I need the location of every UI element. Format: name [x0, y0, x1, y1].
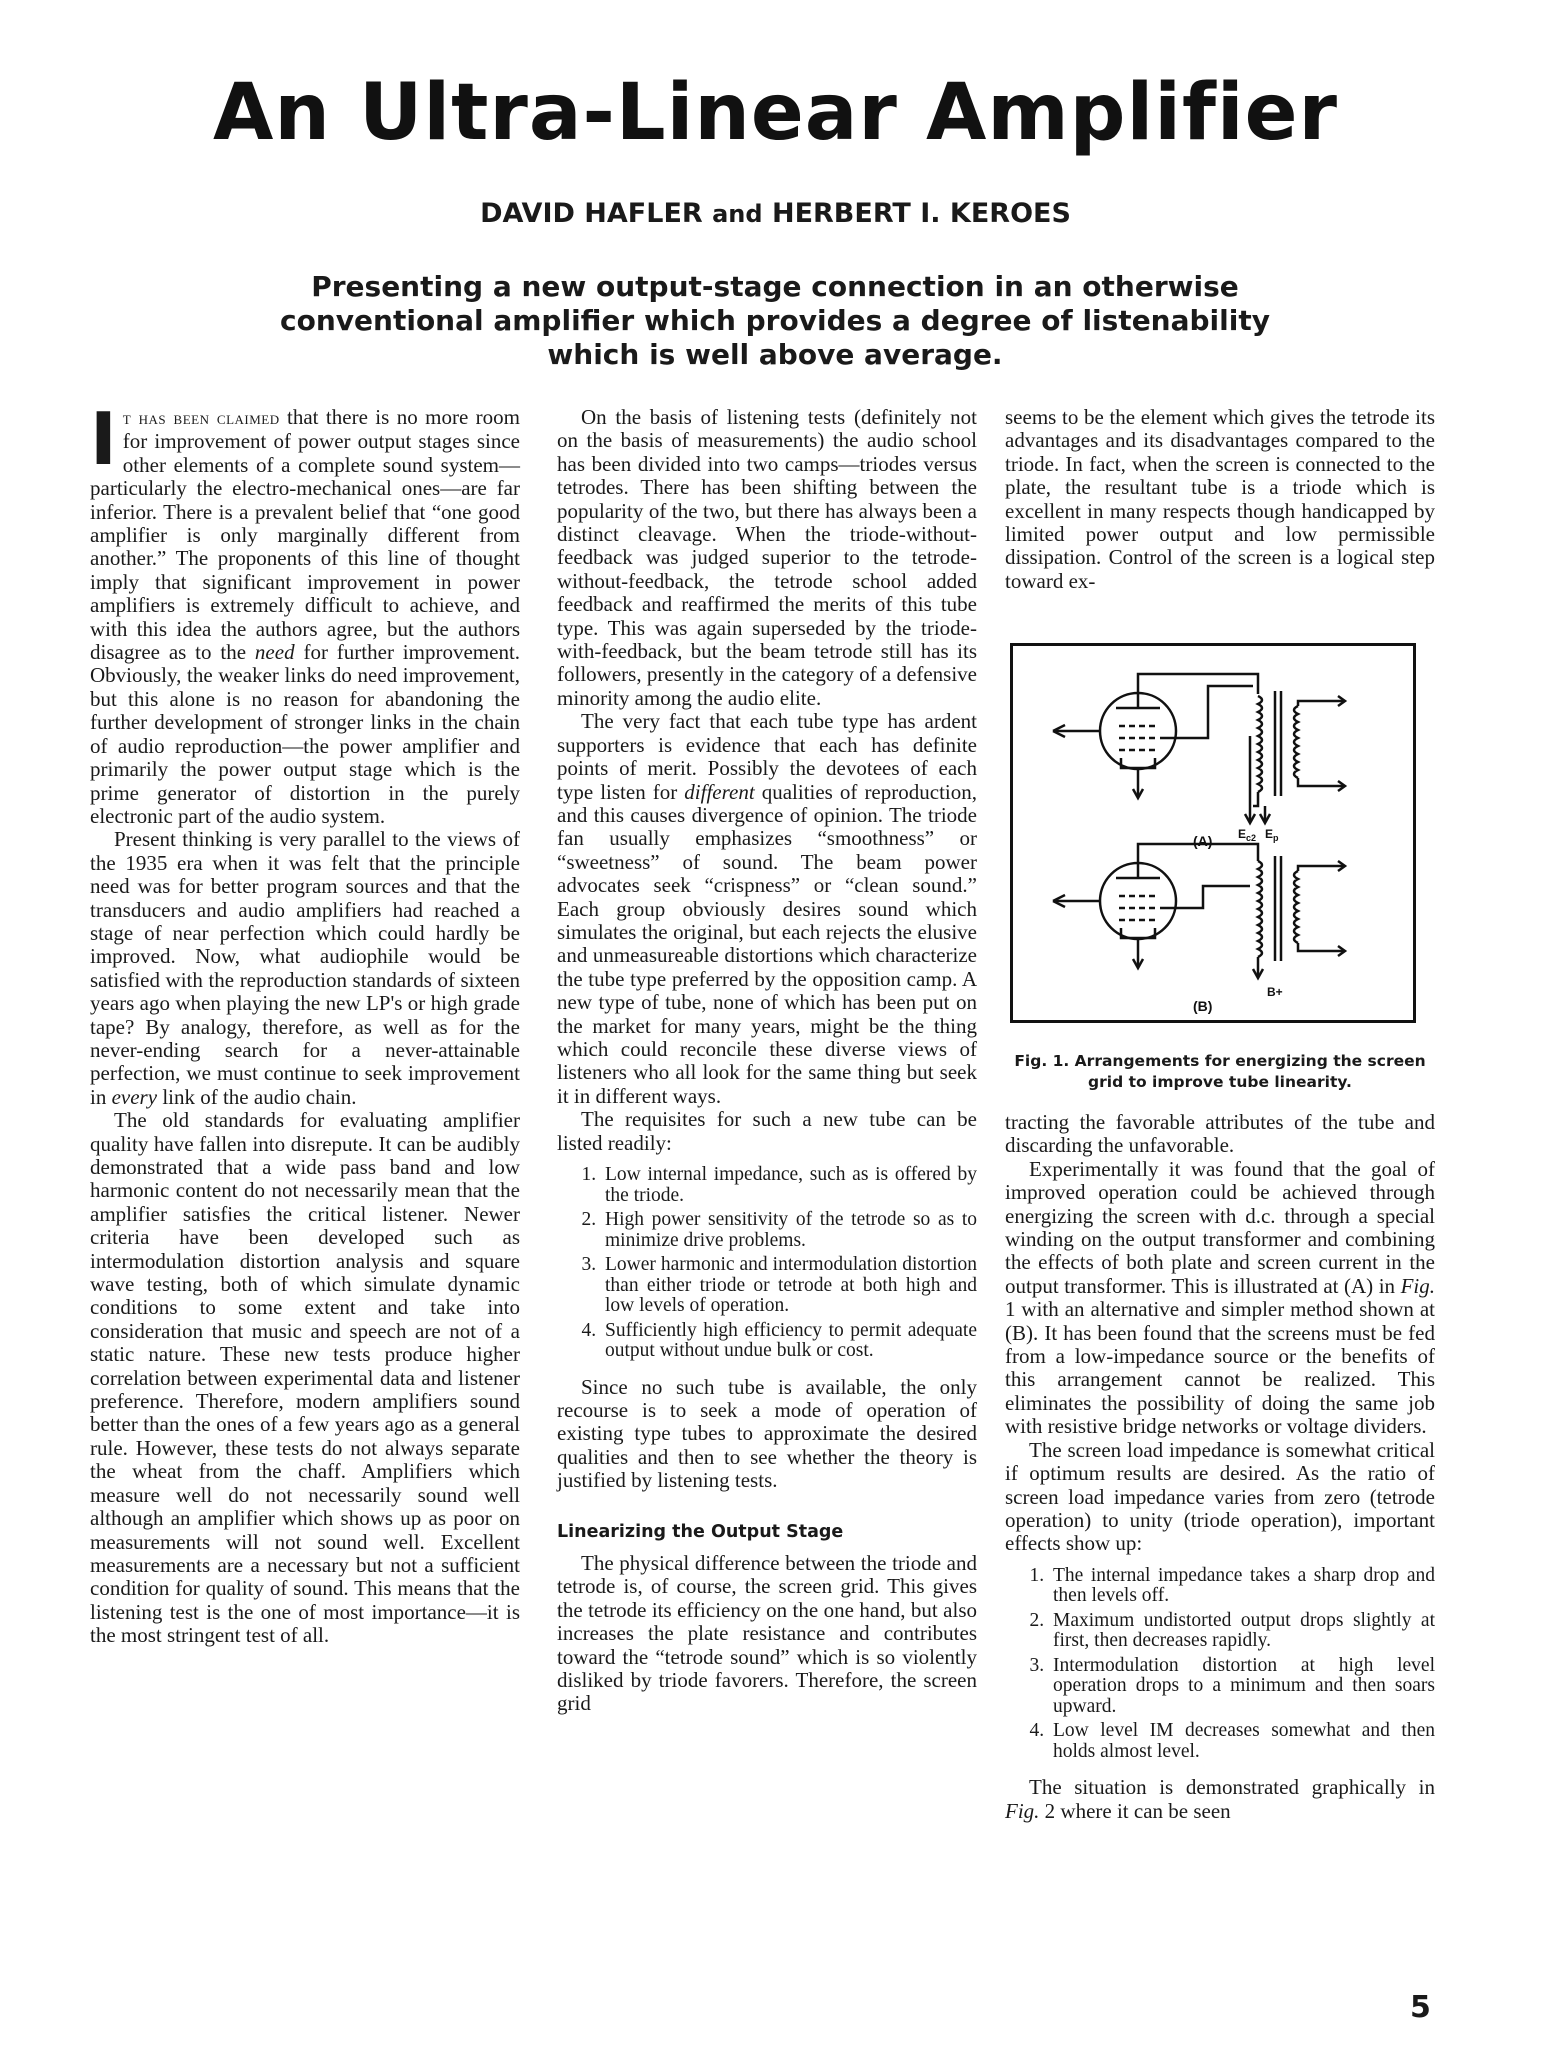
paragraph — [1005, 1158, 1435, 1439]
paragraph — [90, 397, 521, 828]
byline-and: and — [712, 200, 763, 228]
figure-caption: Fig. 1. Arrangements for energizing the screen grid to improve tube linearity. — [1014, 1052, 1426, 1091]
figure-reference: Fig. — [1400, 1273, 1435, 1298]
paragraph-text: that there is no more room for improvement of power output stages since other elements of a complete sound system—particularly the electro-mechanical ones—are far inferior. There is a prevalent belief that “one good amplifier is only marginally different from another.” The proponents of this line of thought imply that significant improvement in power amplifiers is extremely difficult to achieve, and with this idea the authors agree, but the authors disagree as to the — [90, 405, 520, 665]
column-1 — [90, 397, 521, 1648]
byline — [0, 198, 1551, 229]
paragraph — [1005, 1776, 1435, 1823]
paragraph: On the basis of listening tests (definitely not on the basis of measurements) the audio school has been divided into two camps—triodes versus tetrodes. There has been shifting between the popularity of the two, but there has always been a distinct cleavage. When the triode-without-feedback was judged superior to the tetrode-without-feedback, the tetrode school added feedback and reaffirmed the merits of this tube type. This was again superseded by the triode-with-feedback, but the beam tetrode still has its followers, presently in the category of a defensive minority among the audio elite. — [557, 405, 977, 710]
author-2: HERBERT I. KEROES — [771, 198, 1071, 229]
paragraph: The requisites for such a new tube can be listed readily: — [557, 1107, 977, 1155]
emphasis: every — [111, 1084, 158, 1109]
paragraph — [557, 710, 977, 1108]
figure-reference: Fig. — [1005, 1798, 1040, 1823]
section-heading: Linearizing the Output Stage — [557, 1521, 844, 1542]
column-3 — [1005, 406, 1435, 593]
requisites-list — [557, 1165, 977, 1362]
list-item: 3. Lower harmonic and intermodulation distortion than either triode or tetrode at both high and low levels of operation. — [601, 1255, 977, 1317]
lead-in: t has been claimed — [122, 408, 280, 429]
paragraph-text: The very fact that each tube type has ardent supporters is evidence that each has definite points of merit. Possibly the devotees of each type listen for — [557, 709, 977, 804]
paragraph: The old standards for evaluating amplifier quality have fallen into disrepute. It can be audibly demonstrated that a wide pass band and low harmonic content do not necessarily mean that the amplifier satisfies the critical listener. Newer criteria have been developed such as intermodulation distortion analysis and square wave testing, both of which simulate dynamic conditions to some extent and take into consideration that music and speech are not of a static nature. These new tests produce higher correlation between experimental data and listener preference. Therefore, modern amplifiers sound better than the ones of a few years ago as a general rule. However, these tests do not always separate the wheat from the chaff. Amplifiers which measure well do not necessarily sound well although an amplifier which shows up as poor on measurements will not sound well. Excellent measurements are a necessary but not a sufficient condition for quality of sound. This means that the listening test is the one of most importance—it is the most stringent test of all. — [90, 1108, 520, 1648]
paragraph-text: for further improvement. Obviously, the weaker links do need improvement, but this alone is no reason for abandoning the further development of stronger links in the chain of audio reproduction—the power amplifier and primarily the power output stage which is the prime generator of distortion in the purely electronic part of the audio system. — [90, 640, 521, 828]
paragraph: The screen load impedance is somewhat critical if optimum results are desired. As the ratio of screen load impedance varies from zero (tetrode operation) to unity (triode operation), important effects show up: — [1005, 1437, 1435, 1556]
list-item: 2. Maximum undistorted output drops slightly at first, then decreases rapidly. — [1049, 1611, 1435, 1652]
emphasis: different — [684, 779, 755, 804]
column-2 — [557, 406, 977, 1716]
figure-1-schematic — [1010, 643, 1416, 1023]
column-3-continued — [1005, 1111, 1435, 1823]
label-b: (B) — [1193, 998, 1213, 1014]
drop-cap: I — [90, 397, 117, 481]
list-item: 2. High power sensitivity of the tetrode so as to minimize drive problems. — [601, 1210, 977, 1251]
page-number: 5 — [1410, 1990, 1431, 2025]
author-1: DAVID HAFLER — [480, 198, 703, 229]
paragraph: seems to be the element which gives the tetrode its advantages and its disadvantages compared to the triode. In fact, when the screen is connected to the plate, the resultant tube is a triode which is excellent in many respects though handicapped by limited power output and low permissible dissipation. Control of the screen is a logical step toward ex- — [1005, 405, 1435, 593]
label-ec2: $E_{c2}$ — [1238, 827, 1257, 843]
label-ep: $E_p$ — [1265, 827, 1279, 843]
paragraph: Since no such tube is available, the only recourse is to seek a mode of operation of existing type tubes to approximate the desired qualities and then to see whether the theory is justified by listening tests. — [557, 1374, 977, 1493]
list-item: 3. Intermodulation distortion at high level operation drops to a minimum and then soars upward. — [1049, 1656, 1435, 1718]
paragraph: tracting the favorable attributes of the tube and discarding the unfavorable. — [1005, 1110, 1435, 1158]
label-a: (A) — [1193, 833, 1213, 849]
paragraph-text: Present thinking is very parallel to the views of the 1935 era when it was felt that the principle need was for better program sources and that the transducers and audio amplifiers had reached a stage of near perfection which could hardly be improved. Now, what audiophile would be satisfied with the reproduction standards of sixteen years ago when playing the new LP's or high grade tape? By analogy, therefore, as well as for the never-ending search for a never-attainable perfection, we must continue to seek improvement in — [90, 827, 520, 1109]
list-item: 1. Low internal impedance, such as is offered by the triode. — [601, 1165, 977, 1206]
label-bplus: B+ — [1267, 985, 1283, 999]
article-deck: Presenting a new output-stage connection in an otherwise conventional amplifier which provides a degree of listenability which is well above average. — [280, 270, 1270, 371]
paragraph-text: qualities of reproduction, and this causes divergence of opinion. The triode fan usually emphasizes “smoothness” or “sweetness” of sound. The beam power advocates seek “crispness” or “clean sound.” Each group obviously desires sound which simulates the original, but each rejects the elusive and unmeasureable distortions which characterize the tube type preferred by the opposition camp. A new type of tube, none of which has been put on the market for many years, might be the thing which could reconcile these diverse views of listeners who all look for the same thing but seek it in different ways. — [557, 779, 977, 1108]
paragraph-text: 1 with an alternative and simpler method shown at (B). It has been found that the screens must be fed from a low-impedance source or the benefits of this arrangement cannot be realized. This eliminates the possibility of doing the same job with resistive bridge networks or voltage dividers. — [1005, 1297, 1435, 1439]
schematic-diagram — [1013, 646, 1413, 1020]
paragraph: The physical difference between the triode and tetrode is, of course, the screen grid. This gives the tetrode its efficiency on the one hand, but also increases the plate resistance and contributes toward the “tetrode sound” which is so violently disliked by triode favorers. Therefore, the screen grid — [557, 1550, 977, 1716]
list-item: 1. The internal impedance takes a sharp drop and then levels off. — [1049, 1566, 1435, 1607]
list-item: 4. Low level IM decreases somewhat and then holds almost level. — [1049, 1721, 1435, 1762]
effects-list — [1005, 1566, 1435, 1763]
paragraph-text: link of the audio chain. — [162, 1084, 357, 1109]
paragraph-text: 2 where it can be seen — [1044, 1798, 1231, 1823]
article-title: An Ultra-Linear Amplifier — [213, 68, 1338, 158]
emphasis: need — [254, 640, 295, 665]
paragraph-text: Experimentally it was found that the goal of improved operation could be achieved through energizing the screen with d.c. through a special winding on the output transformer and combining the effects of both plate and screen current in the output transformer. This is illustrated at (A) in — [1005, 1156, 1435, 1298]
paragraph — [90, 828, 520, 1109]
list-item: 4. Sufficiently high efficiency to permit adequate output without undue bulk or cost. — [601, 1321, 977, 1362]
paragraph-text: The situation is demonstrated graphically in — [1029, 1775, 1435, 1800]
